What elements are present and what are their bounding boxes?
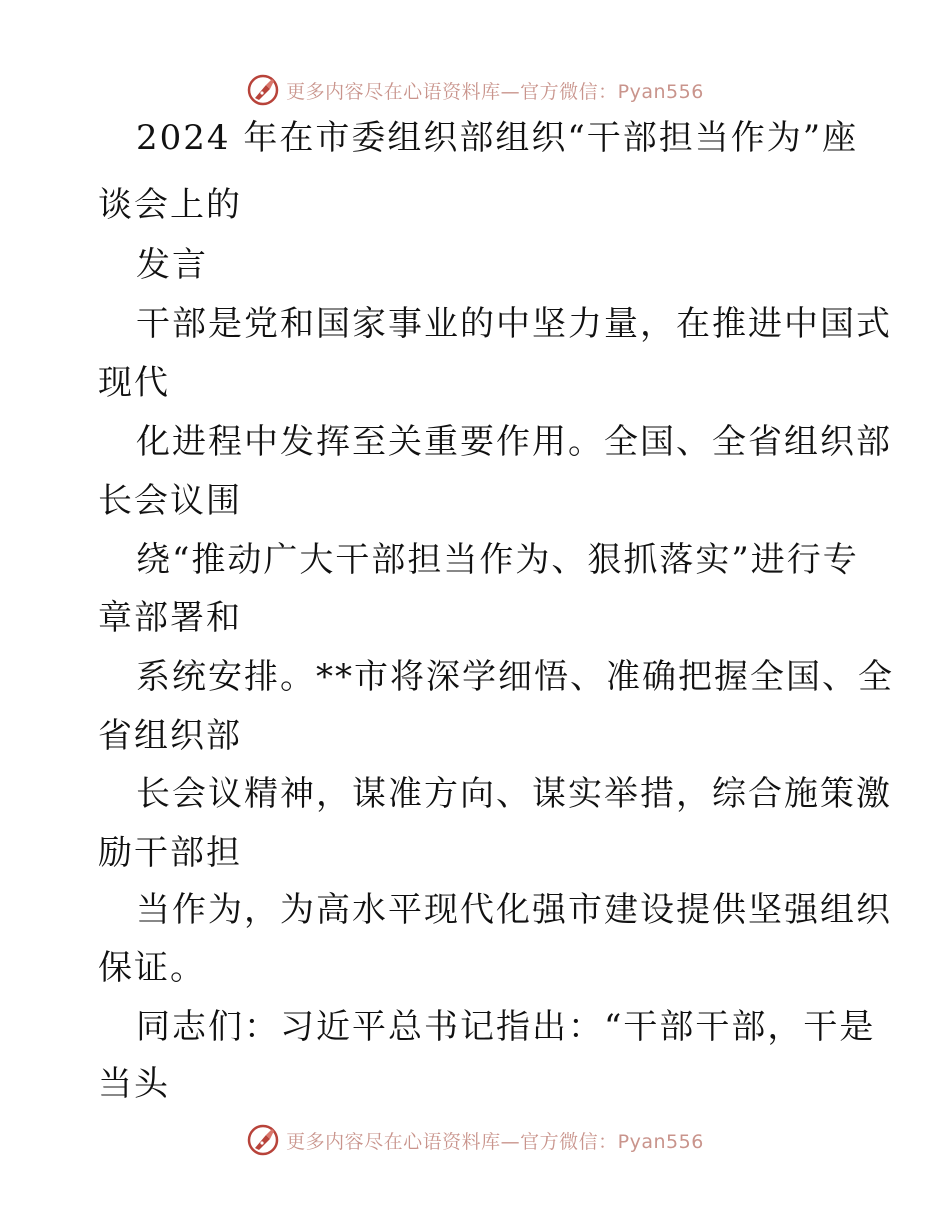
paragraph-line: 章部署和 <box>98 598 242 638</box>
paragraph-line: 现代 <box>98 363 170 403</box>
title-line-3: 发言 <box>136 245 208 285</box>
footer-banner <box>0 1120 950 1160</box>
header-banner-text: 更多内容尽在心语资料库—官方微信：Pyan556 <box>286 80 704 103</box>
paragraph-line: 当头 <box>98 1064 170 1104</box>
paragraph-line: 长会议围 <box>98 481 242 521</box>
pen-nib-logo-icon <box>246 1123 280 1157</box>
paragraph-line: 绕“推动广大干部担当作为、狠抓落实”进行专 <box>136 540 859 580</box>
footer-banner-text: 更多内容尽在心语资料库—官方微信：Pyan556 <box>286 1130 704 1153</box>
paragraph-line: 干部是党和国家事业的中坚力量，在推进中国式 <box>136 304 892 344</box>
paragraph-line: 系统安排。**市将深学细悟、准确把握全国、全 <box>136 657 894 697</box>
pen-nib-logo-icon <box>246 73 280 107</box>
paragraph-line: 励干部担 <box>98 833 242 873</box>
paragraph-line: 省组织部 <box>98 716 242 756</box>
paragraph-line: 化进程中发挥至关重要作用。全国、全省组织部 <box>136 422 892 462</box>
title-line-1: 2024 年在市委组织部组织“干部担当作为”座 <box>136 118 859 158</box>
paragraph-line: 当作为，为高水平现代化强市建设提供坚强组织 <box>136 890 892 930</box>
paragraph-line: 同志们：习近平总书记指出：“干部干部，干是 <box>136 1007 876 1047</box>
header-banner <box>0 70 950 110</box>
title-line-2: 谈会上的 <box>98 185 242 225</box>
paragraph-line: 保证。 <box>98 948 206 988</box>
paragraph-line: 长会议精神，谋准方向、谋实举措，综合施策激 <box>136 774 892 814</box>
